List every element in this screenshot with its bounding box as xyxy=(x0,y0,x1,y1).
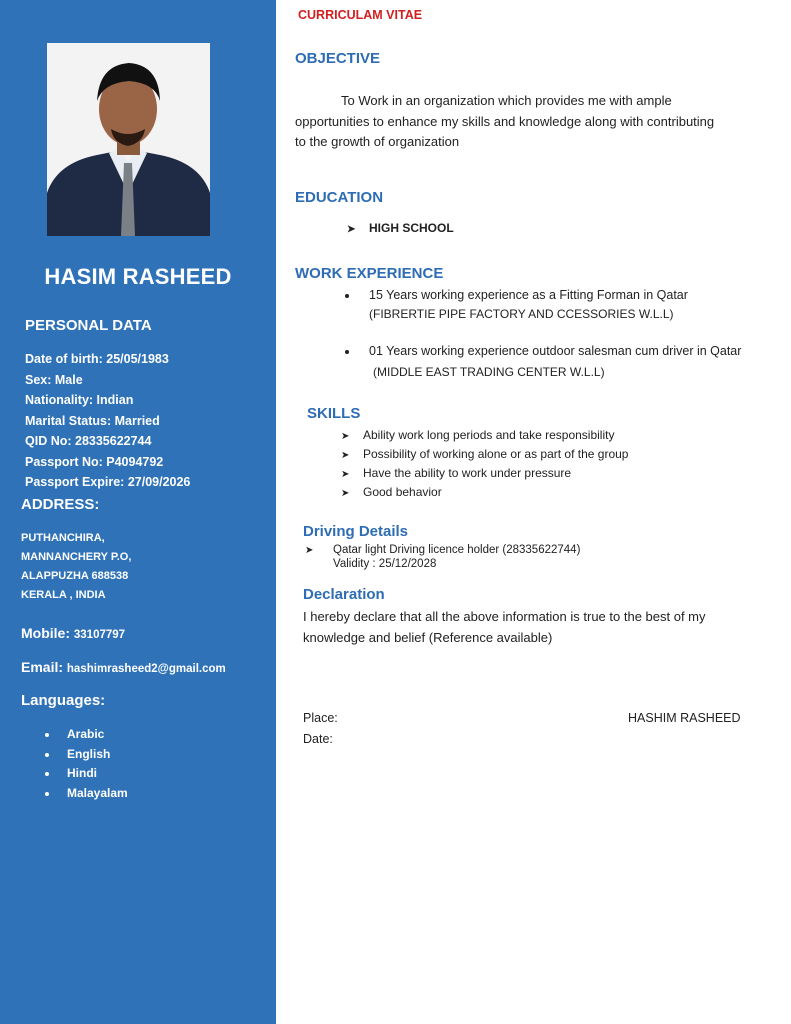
skill-item xyxy=(341,466,571,480)
languages-list xyxy=(45,725,128,803)
personal-data-item: Date of birth: 25/05/1983 xyxy=(25,352,169,366)
objective-heading: OBJECTIVE xyxy=(295,50,381,67)
address-line: MANNANCHERY P.O, xyxy=(21,551,132,563)
bullet-dot-icon xyxy=(345,350,349,354)
personal-data-item: QID No: 28335622744 xyxy=(25,434,152,448)
personal-data-item: Passport Expire: 27/09/2026 xyxy=(25,475,191,489)
date-label: Date: xyxy=(303,732,333,746)
language-item: Hindi xyxy=(45,764,128,784)
address-heading: ADDRESS: xyxy=(21,496,100,513)
address-block xyxy=(21,529,131,605)
personal-data-item: Marital Status: Married xyxy=(25,413,160,428)
skill-item xyxy=(341,447,628,461)
skill-item xyxy=(341,428,614,442)
work-experience-heading: WORK EXPERIENCE xyxy=(295,265,444,282)
address-line: KERALA , INDIA xyxy=(21,589,106,601)
personal-data-item: Sex: Male xyxy=(25,372,83,387)
skill-item xyxy=(341,485,442,499)
driving-details-heading: Driving Details xyxy=(303,523,409,540)
skill-label: Good behavior xyxy=(363,485,442,499)
declaration-line: knowledge and belief (Reference available) xyxy=(303,629,553,645)
language-item: English xyxy=(45,745,128,765)
work-item-line1: 15 Years working experience as a Fitting Forman in Qatar xyxy=(369,288,688,302)
driving-licence-item xyxy=(305,544,580,556)
arrow-bullet-icon: ➤ xyxy=(341,488,350,499)
arrow-bullet-icon: ➤ xyxy=(341,450,350,461)
mobile-label: Mobile: xyxy=(21,625,70,641)
personal-data-item: Nationality: Indian xyxy=(25,393,134,407)
skills-heading: SKILLS xyxy=(307,405,361,422)
sidebar xyxy=(0,0,276,1024)
skill-label: Possibility of working alone or as part of the group xyxy=(363,447,629,461)
declaration-text xyxy=(303,607,773,648)
skill-label: Have the ability to work under pressure xyxy=(363,466,572,480)
person-portrait-icon xyxy=(47,43,210,236)
objective-line: to the growth of organization xyxy=(295,134,460,149)
driving-licence-text: Qatar light Driving licence holder (28335622744) xyxy=(333,544,581,556)
skill-label: Ability work long periods and take responsibility xyxy=(363,428,615,442)
email-label: Email: xyxy=(21,659,64,675)
arrow-bullet-icon: ➤ xyxy=(347,224,356,235)
language-item: Arabic xyxy=(45,725,128,745)
place-label: Place: xyxy=(303,711,338,725)
arrow-bullet-icon: ➤ xyxy=(341,469,350,480)
mobile-row xyxy=(21,625,125,641)
email-address: hashimrasheed2@gmail.com xyxy=(66,663,226,675)
candidate-name: HASIM RASHEED xyxy=(44,264,232,289)
arrow-bullet-icon: ➤ xyxy=(341,431,350,442)
address-line: ALAPPUZHA 688538 xyxy=(21,570,129,582)
declaration-line: I hereby declare that all the above information is true to the best of my xyxy=(303,609,706,624)
education-item xyxy=(347,221,454,235)
driving-validity: Validity : 25/12/2028 xyxy=(333,558,437,570)
work-item-line1: 01 Years working experience outdoor salesman cum driver in Qatar xyxy=(369,344,742,358)
language-item: Malayalam xyxy=(45,784,128,804)
work-item-line2: (MIDDLE EAST TRADING CENTER W.L.L) xyxy=(373,365,605,379)
bullet-dot-icon xyxy=(345,294,349,298)
objective-text xyxy=(295,91,770,153)
mobile-number: 33107797 xyxy=(73,629,126,641)
personal-data-list xyxy=(25,349,190,493)
education-label: HIGH SCHOOL xyxy=(369,221,454,235)
work-item-line2: (FIBRERTIE PIPE FACTORY AND CCESSORIES W.L.L) xyxy=(369,307,674,321)
personal-data-heading: PERSONAL DATA xyxy=(25,317,152,334)
profile-photo xyxy=(47,43,210,236)
signature-name: HASHIM RASHEED xyxy=(628,711,741,725)
address-line: PUTHANCHIRA, xyxy=(21,532,105,544)
personal-data-item: Passport No: P4094792 xyxy=(25,454,164,469)
work-item xyxy=(369,288,688,302)
arrow-bullet-icon: ➤ xyxy=(305,545,314,556)
objective-line: To Work in an organization which provides me with ample xyxy=(341,93,672,108)
document-title: CURRICULAM VITAE xyxy=(298,8,423,22)
languages-heading: Languages: xyxy=(21,692,106,709)
education-heading: EDUCATION xyxy=(295,189,384,206)
declaration-heading: Declaration xyxy=(303,586,385,603)
email-row xyxy=(21,659,226,675)
objective-line: opportunities to enhance my skills and knowledge along with contributing xyxy=(295,113,715,129)
work-item xyxy=(369,344,741,358)
